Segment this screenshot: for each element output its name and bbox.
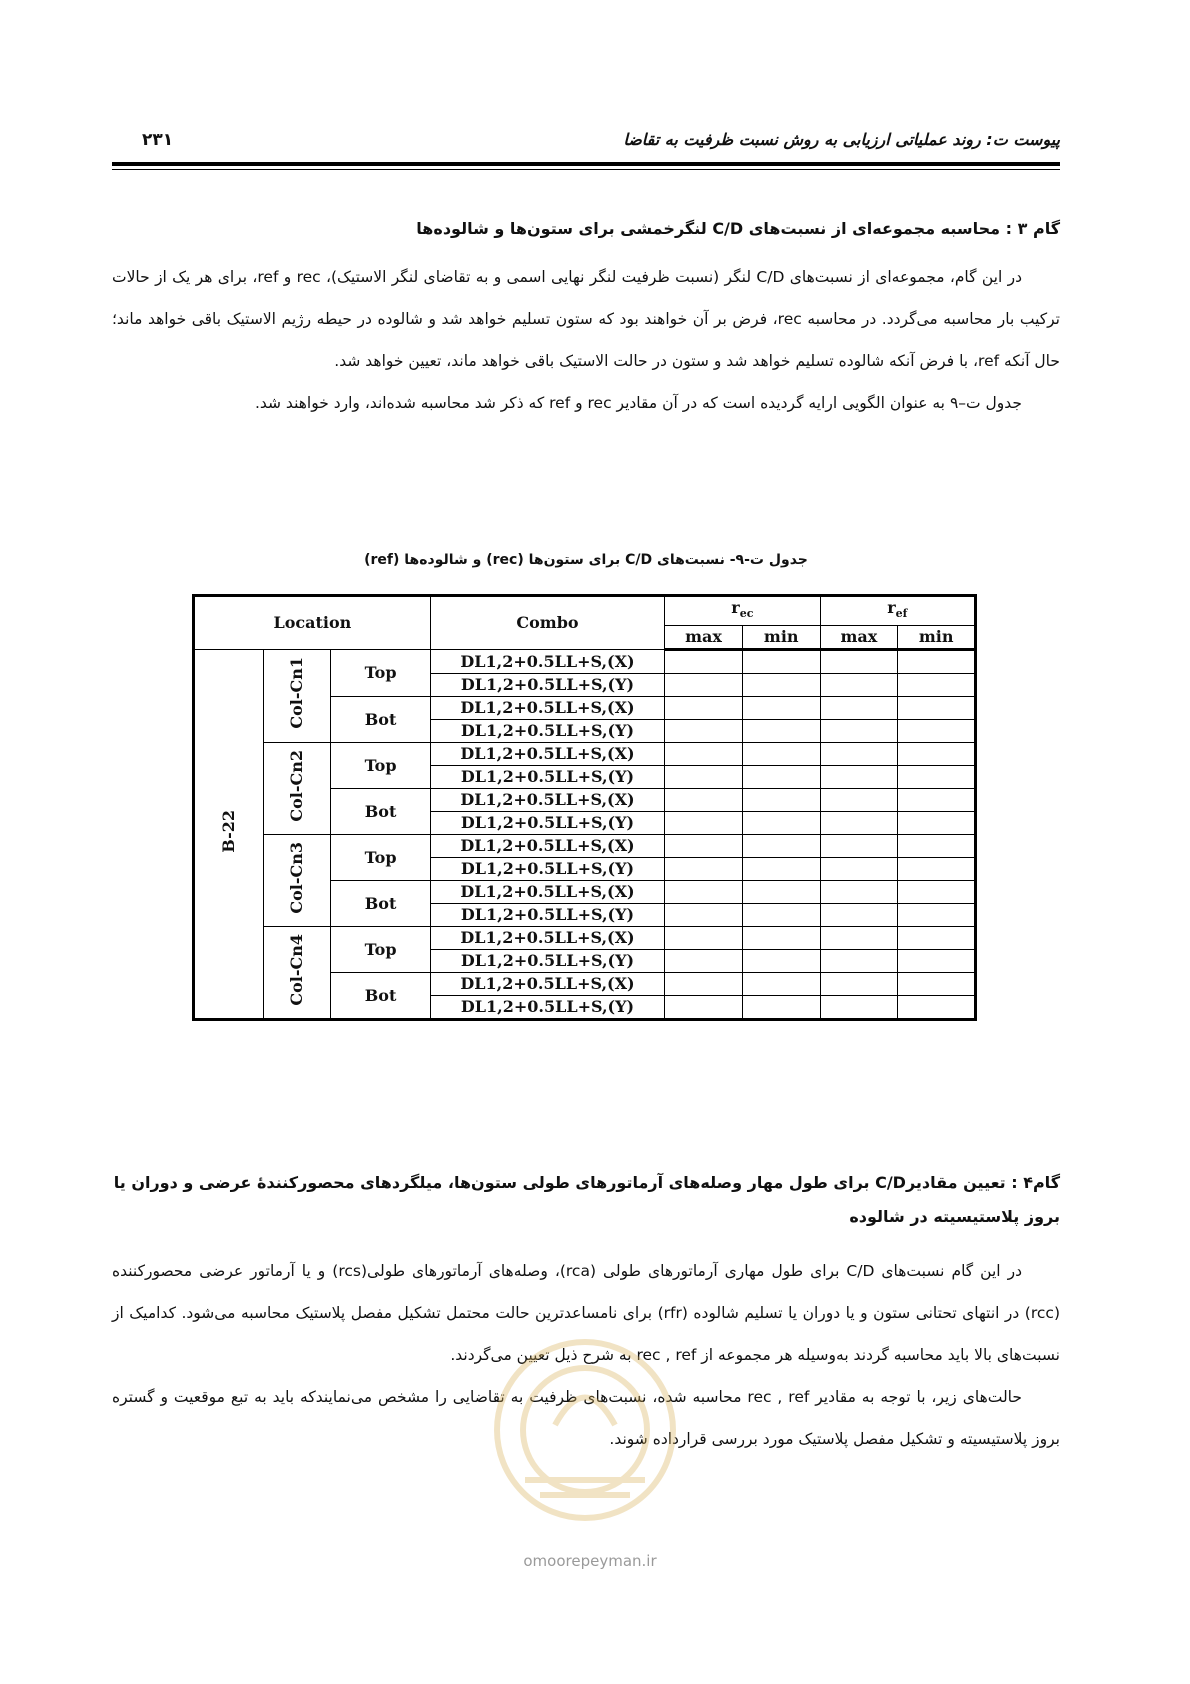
step4-paragraph-1: در این گام نسبت‌های C/D برای طول مهاری آرماتورهای طولی (rca)، وصله‌های آرماتورهای طولی(rcs) و یا آرماتور عرضی محصورکننده (rcc) در انتهای تحتانی ستون و یا دوران یا تسلیم شالوده (rfr) برای نامساعدترین حالت محتمل تشکیل مفصل پلاستیک محاسبه می‌شود. کدامیک از نسبت‌های بالا باید محاسبه گردند به‌وسیله هر مجموعه از rec , ref به شرح ذیل تعیین می‌گردند. (112, 1262, 1060, 1364)
header-combo: Combo (430, 596, 664, 650)
combo-cell: DL1,2+0.5LL+S,(Y) (430, 950, 664, 973)
combo-cell: DL1,2+0.5LL+S,(Y) (430, 858, 664, 881)
ref-min-cell (898, 789, 976, 812)
ref-min-cell (898, 766, 976, 789)
rec-max-cell (665, 674, 743, 697)
ref-max-cell (820, 720, 898, 743)
column-label: Col-Cn1 (286, 657, 306, 729)
rec-max-cell (665, 789, 743, 812)
page-number: ۲۳۱ (142, 130, 174, 150)
column-cell (263, 650, 331, 743)
rec-min-cell (742, 674, 820, 697)
table-caption: جدول ت-۹- نسبت‌های C/D برای ستون‌ها (rec) و شالوده‌ها (ref) (364, 552, 808, 568)
rec-base: r (731, 598, 740, 617)
combo-cell: DL1,2+0.5LL+S,(Y) (430, 812, 664, 835)
rec-min-cell (742, 950, 820, 973)
step4-heading: گام۴ : تعیین مقادیرC/D برای طول مهار وصله‌های آرماتورهای طولی ستون‌ها، میلگردهای محصورکنندۀ عرضی و دوران یا بروز پلاستیسیته در شالوده (113, 1173, 1060, 1226)
table-row (194, 743, 976, 766)
ref-max-cell (820, 835, 898, 858)
rec-max-cell (665, 835, 743, 858)
rec-min-cell (742, 927, 820, 950)
ref-min-cell (898, 927, 976, 950)
rec-max-cell (665, 697, 743, 720)
cd-ratio-table (192, 594, 977, 1021)
combo-cell: DL1,2+0.5LL+S,(X) (430, 697, 664, 720)
ref-min-cell (898, 858, 976, 881)
ref-max-cell (820, 927, 898, 950)
combo-cell: DL1,2+0.5LL+S,(Y) (430, 720, 664, 743)
position-cell: Top (331, 743, 431, 789)
combo-cell: DL1,2+0.5LL+S,(Y) (430, 996, 664, 1020)
table-row (194, 927, 976, 950)
header-rec-max: max (665, 626, 743, 650)
ref-max-cell (820, 789, 898, 812)
running-title: پیوست ت: روند عملیاتی ارزیابی به روش نسبت ظرفیت به تقاضا (623, 130, 1060, 149)
rec-max-cell (665, 950, 743, 973)
ref-min-cell (898, 674, 976, 697)
combo-cell: DL1,2+0.5LL+S,(Y) (430, 904, 664, 927)
ref-min-cell (898, 904, 976, 927)
step3-paragraph-1: در این گام، مجموعه‌ای از نسبت‌های C/D لنگر (نسبت ظرفیت لنگر نهایی اسمی و به تقاضای لنگر الاستیک)، rec و ref، برای هر یک از حالات ترکیب بار محاسبه می‌گردد. در محاسبه rec، فرض بر آن خواهند بود که ستون تسلیم خواهد شد و شالوده در حیطه رژیم الاستیک باقی خواهد ماند؛ حال آنکه ref، با فرض آنکه شالوده تسلیم خواهد شد و ستون در حالت الاستیک باقی خواهد ماند، تعیین خواهد شد. (112, 268, 1060, 370)
rec-min-cell (742, 881, 820, 904)
rec-min-cell (742, 720, 820, 743)
rec-max-cell (665, 996, 743, 1020)
step3-heading: گام ۳ : محاسبه مجموعه‌ای از نسبت‌های C/D لنگرخمشی برای ستون‌ها و شالوده‌ها (416, 219, 1060, 238)
header-rule-thick (112, 162, 1060, 166)
rec-sub: ec (739, 607, 754, 621)
combo-cell: DL1,2+0.5LL+S,(X) (430, 973, 664, 996)
rec-max-cell (665, 927, 743, 950)
combo-cell: DL1,2+0.5LL+S,(X) (430, 789, 664, 812)
ref-max-cell (820, 766, 898, 789)
rec-max-cell (665, 766, 743, 789)
header-location: Location (194, 596, 431, 650)
ref-min-cell (898, 697, 976, 720)
position-cell: Top (331, 650, 431, 697)
building-label: B-22 (218, 809, 238, 853)
ref-max-cell (820, 812, 898, 835)
step4-paragraph-2: حالت‌های زیر، با توجه به مقادیر rec , ref محاسبه شده، نسبت‌های ظرفیت به تقاضایی را مشخص می‌نمایندکه باید به تبع موقعیت و گستره بروز پلاستیسیته و تشکیل مفصل پلاستیک مورد بررسی قرارداده شوند. (112, 1388, 1060, 1448)
ref-min-cell (898, 881, 976, 904)
ref-max-cell (820, 950, 898, 973)
rec-min-cell (742, 743, 820, 766)
combo-cell: DL1,2+0.5LL+S,(Y) (430, 766, 664, 789)
position-cell: Bot (331, 881, 431, 927)
header-rec-min: min (742, 626, 820, 650)
ref-min-cell (898, 812, 976, 835)
ref-max-cell (820, 904, 898, 927)
rec-min-cell (742, 996, 820, 1020)
ref-sub: ef (895, 607, 908, 621)
header-ref-max: max (820, 626, 898, 650)
page-header (112, 130, 1060, 156)
ref-max-cell (820, 674, 898, 697)
column-cell (263, 743, 331, 835)
ref-min-cell (898, 835, 976, 858)
rec-min-cell (742, 697, 820, 720)
ref-max-cell (820, 973, 898, 996)
step3-paragraph-2: جدول ت–۹ به عنوان الگویی ارایه گردیده است که در آن مقادیر rec و ref که ذکر شد محاسبه شده‌اند، وارد خواهند شد. (254, 394, 1022, 412)
position-cell: Top (331, 927, 431, 973)
building-cell (194, 650, 264, 1020)
position-cell: Bot (331, 973, 431, 1020)
rec-max-cell (665, 973, 743, 996)
column-cell (263, 927, 331, 1020)
rec-min-cell (742, 650, 820, 674)
column-cell (263, 835, 331, 927)
rec-max-cell (665, 904, 743, 927)
rec-min-cell (742, 973, 820, 996)
ref-min-cell (898, 743, 976, 766)
header-rule-thin (112, 169, 1060, 170)
table-body (194, 650, 976, 1020)
rec-max-cell (665, 743, 743, 766)
ref-min-cell (898, 950, 976, 973)
step3-body (112, 256, 1060, 424)
ref-max-cell (820, 996, 898, 1020)
combo-cell: DL1,2+0.5LL+S,(Y) (430, 674, 664, 697)
combo-cell: DL1,2+0.5LL+S,(X) (430, 650, 664, 674)
rec-min-cell (742, 766, 820, 789)
rec-min-cell (742, 789, 820, 812)
rec-max-cell (665, 858, 743, 881)
combo-cell: DL1,2+0.5LL+S,(X) (430, 835, 664, 858)
table-row (194, 650, 976, 674)
table-row (194, 835, 976, 858)
ref-base: r (887, 598, 896, 617)
ref-min-cell (898, 996, 976, 1020)
publisher-seal-icon (485, 1330, 685, 1530)
watermark-site: omoorepeyman.ir (523, 1552, 657, 1570)
ref-min-cell (898, 720, 976, 743)
column-label: Col-Cn2 (286, 749, 306, 822)
header-rec (665, 596, 820, 626)
column-label: Col-Cn3 (286, 841, 306, 914)
ref-max-cell (820, 650, 898, 674)
ref-max-cell (820, 881, 898, 904)
ref-max-cell (820, 858, 898, 881)
combo-cell: DL1,2+0.5LL+S,(X) (430, 743, 664, 766)
ref-max-cell (820, 697, 898, 720)
rec-max-cell (665, 881, 743, 904)
position-cell: Top (331, 835, 431, 881)
combo-cell: DL1,2+0.5LL+S,(X) (430, 927, 664, 950)
rec-max-cell (665, 812, 743, 835)
rec-max-cell (665, 720, 743, 743)
rec-min-cell (742, 904, 820, 927)
column-label: Col-Cn4 (286, 933, 306, 1006)
rec-min-cell (742, 835, 820, 858)
header-ref-min: min (898, 626, 976, 650)
ref-max-cell (820, 743, 898, 766)
position-cell: Bot (331, 697, 431, 743)
rec-max-cell (665, 650, 743, 674)
combo-cell: DL1,2+0.5LL+S,(X) (430, 881, 664, 904)
rec-min-cell (742, 858, 820, 881)
position-cell: Bot (331, 789, 431, 835)
ref-min-cell (898, 650, 976, 674)
rec-min-cell (742, 812, 820, 835)
ref-min-cell (898, 973, 976, 996)
header-ref (820, 596, 975, 626)
